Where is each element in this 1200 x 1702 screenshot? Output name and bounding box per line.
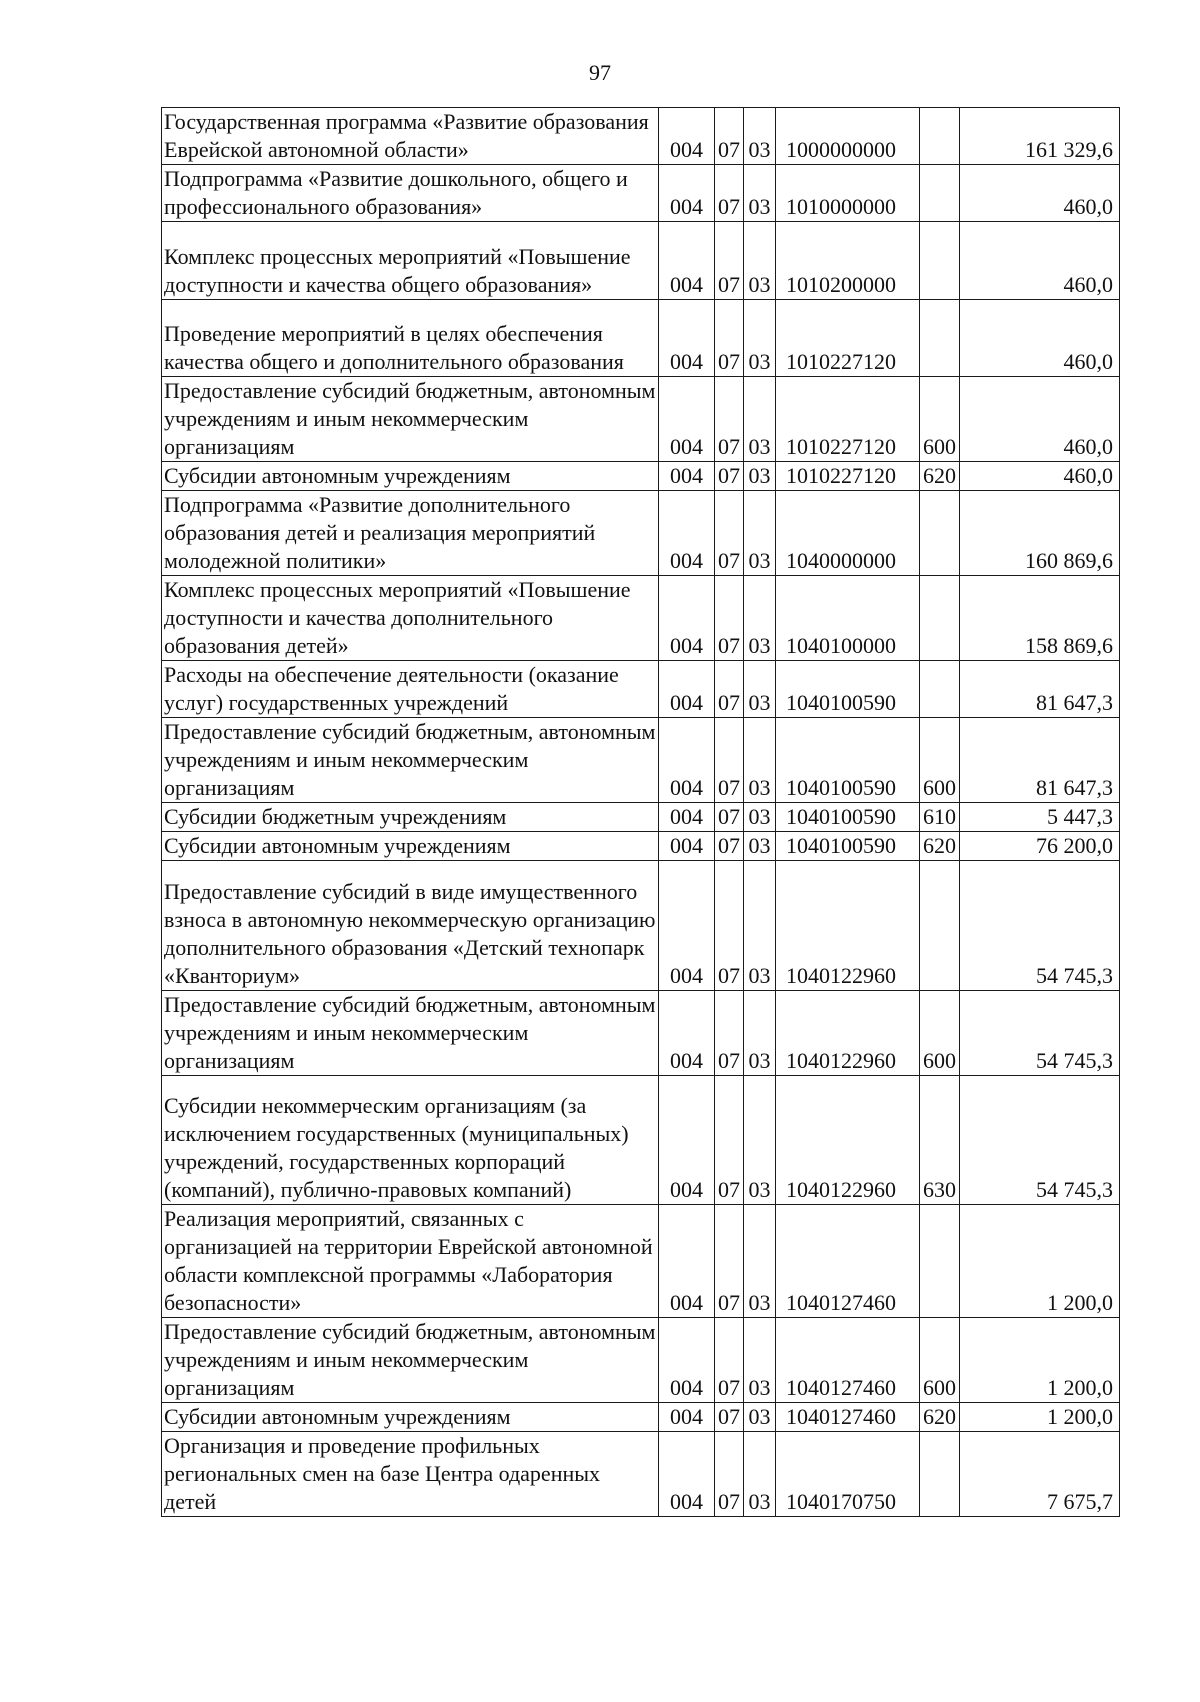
amount-cell: 7 675,7	[960, 1432, 1120, 1517]
ministry-code-cell: 004	[659, 661, 715, 718]
expense-type-cell	[920, 661, 960, 718]
ministry-code-cell: 004	[659, 718, 715, 803]
ministry-code-cell: 004	[659, 1432, 715, 1517]
amount-cell: 76 200,0	[960, 832, 1120, 861]
amount-cell: 81 647,3	[960, 661, 1120, 718]
target-article-cell: 1010227120	[776, 377, 920, 462]
ministry-code-cell: 004	[659, 861, 715, 991]
subsection-code-cell: 03	[744, 1205, 776, 1318]
ministry-code-cell: 004	[659, 1318, 715, 1403]
subsection-code-cell: 03	[744, 491, 776, 576]
ministry-code-cell: 004	[659, 299, 715, 377]
expense-type-cell: 630	[920, 1075, 960, 1205]
section-code-cell: 07	[715, 491, 744, 576]
table-row	[162, 661, 1120, 718]
target-article-cell: 1040100000	[776, 576, 920, 661]
subsection-code-cell: 03	[744, 861, 776, 991]
expense-type-cell: 620	[920, 832, 960, 861]
expense-name-cell: Предоставление субсидий бюджетным, автономным учреждениям и иным некоммерческим организациям	[162, 1318, 659, 1403]
section-code-cell: 07	[715, 861, 744, 991]
ministry-code-cell: 004	[659, 576, 715, 661]
subsection-code-cell: 03	[744, 576, 776, 661]
amount-cell: 81 647,3	[960, 718, 1120, 803]
subsection-code-cell: 03	[744, 462, 776, 491]
section-code-cell: 07	[715, 1075, 744, 1205]
section-code-cell: 07	[715, 803, 744, 832]
section-code-cell: 07	[715, 990, 744, 1075]
expense-type-cell	[920, 861, 960, 991]
target-article-cell: 1040170750	[776, 1432, 920, 1517]
section-code-cell: 07	[715, 1318, 744, 1403]
section-code-cell: 07	[715, 1403, 744, 1432]
subsection-code-cell: 03	[744, 990, 776, 1075]
expense-type-cell	[920, 491, 960, 576]
expense-name-cell: Субсидии некоммерческим организациям (за исключением государственных (муниципальных) учреждений, государственных корпораций (компаний), публично-правовых компаний)	[162, 1075, 659, 1205]
section-code-cell: 07	[715, 718, 744, 803]
budget-table	[161, 107, 1120, 1517]
expense-name-cell: Субсидии автономным учреждениям	[162, 1403, 659, 1432]
amount-cell: 460,0	[960, 462, 1120, 491]
table-row	[162, 1075, 1120, 1205]
expense-type-cell: 600	[920, 990, 960, 1075]
expense-name-cell: Подпрограмма «Развитие дошкольного, общего и профессионального образования»	[162, 165, 659, 222]
amount-cell: 160 869,6	[960, 491, 1120, 576]
page-number: 97	[589, 60, 611, 85]
ministry-code-cell: 004	[659, 377, 715, 462]
table-row	[162, 718, 1120, 803]
ministry-code-cell: 004	[659, 108, 715, 165]
expense-type-cell	[920, 165, 960, 222]
expense-name-cell: Предоставление субсидий бюджетным, автономным учреждениям и иным некоммерческим организациям	[162, 377, 659, 462]
subsection-code-cell: 03	[744, 803, 776, 832]
expense-name-cell: Расходы на обеспечение деятельности (оказание услуг) государственных учреждений	[162, 661, 659, 718]
table-row	[162, 491, 1120, 576]
expense-type-cell	[920, 108, 960, 165]
section-code-cell: 07	[715, 661, 744, 718]
expense-type-cell	[920, 299, 960, 377]
ministry-code-cell: 004	[659, 165, 715, 222]
subsection-code-cell: 03	[744, 1403, 776, 1432]
section-code-cell: 07	[715, 1205, 744, 1318]
ministry-code-cell: 004	[659, 990, 715, 1075]
target-article-cell: 1000000000	[776, 108, 920, 165]
section-code-cell: 07	[715, 462, 744, 491]
expense-type-cell	[920, 1205, 960, 1318]
target-article-cell: 1040122960	[776, 990, 920, 1075]
expense-name-cell: Проведение мероприятий в целях обеспечения качества общего и дополнительного образования	[162, 299, 659, 377]
amount-cell: 161 329,6	[960, 108, 1120, 165]
table-row	[162, 1403, 1120, 1432]
section-code-cell: 07	[715, 108, 744, 165]
table-row	[162, 990, 1120, 1075]
table-row	[162, 377, 1120, 462]
expense-type-cell	[920, 576, 960, 661]
amount-cell: 460,0	[960, 222, 1120, 300]
amount-cell: 54 745,3	[960, 990, 1120, 1075]
expense-name-cell: Подпрограмма «Развитие дополнительного образования детей и реализация мероприятий молодежной политики»	[162, 491, 659, 576]
expense-name-cell: Субсидии бюджетным учреждениям	[162, 803, 659, 832]
target-article-cell: 1040100590	[776, 832, 920, 861]
section-code-cell: 07	[715, 1432, 744, 1517]
section-code-cell: 07	[715, 165, 744, 222]
ministry-code-cell: 004	[659, 1075, 715, 1205]
subsection-code-cell: 03	[744, 661, 776, 718]
table-row	[162, 576, 1120, 661]
expense-name-cell: Реализация мероприятий, связанных с организацией на территории Еврейской автономной области комплексной программы «Лаборатория безопасности»	[162, 1205, 659, 1318]
amount-cell: 460,0	[960, 299, 1120, 377]
subsection-code-cell: 03	[744, 299, 776, 377]
table-row	[162, 1205, 1120, 1318]
table-row	[162, 861, 1120, 991]
subsection-code-cell: 03	[744, 377, 776, 462]
table-row	[162, 299, 1120, 377]
expense-name-cell: Предоставление субсидий бюджетным, автономным учреждениям и иным некоммерческим организациям	[162, 718, 659, 803]
ministry-code-cell: 004	[659, 491, 715, 576]
table-row	[162, 108, 1120, 165]
section-code-cell: 07	[715, 377, 744, 462]
expense-name-cell: Предоставление субсидий в виде имущественного взноса в автономную некоммерческую организацию дополнительного образования «Детский технопарк «Кванториум»	[162, 861, 659, 991]
target-article-cell: 1040127460	[776, 1205, 920, 1318]
table-row	[162, 1432, 1120, 1517]
subsection-code-cell: 03	[744, 1075, 776, 1205]
section-code-cell: 07	[715, 576, 744, 661]
expense-name-cell: Комплекс процессных мероприятий «Повышение доступности и качества дополнительного образования детей»	[162, 576, 659, 661]
amount-cell: 1 200,0	[960, 1403, 1120, 1432]
table-row	[162, 222, 1120, 300]
amount-cell: 54 745,3	[960, 1075, 1120, 1205]
ministry-code-cell: 004	[659, 1403, 715, 1432]
target-article-cell: 1010227120	[776, 462, 920, 491]
expense-type-cell: 620	[920, 1403, 960, 1432]
section-code-cell: 07	[715, 832, 744, 861]
expense-type-cell: 620	[920, 462, 960, 491]
expense-type-cell	[920, 1432, 960, 1517]
target-article-cell: 1010200000	[776, 222, 920, 300]
expense-name-cell: Субсидии автономным учреждениям	[162, 832, 659, 861]
subsection-code-cell: 03	[744, 165, 776, 222]
amount-cell: 460,0	[960, 165, 1120, 222]
target-article-cell: 1040127460	[776, 1318, 920, 1403]
target-article-cell: 1040127460	[776, 1403, 920, 1432]
table-row	[162, 832, 1120, 861]
target-article-cell: 1010000000	[776, 165, 920, 222]
expense-type-cell: 610	[920, 803, 960, 832]
ministry-code-cell: 004	[659, 832, 715, 861]
subsection-code-cell: 03	[744, 222, 776, 300]
subsection-code-cell: 03	[744, 108, 776, 165]
expense-type-cell: 600	[920, 377, 960, 462]
amount-cell: 1 200,0	[960, 1205, 1120, 1318]
expense-type-cell: 600	[920, 1318, 960, 1403]
expense-type-cell	[920, 222, 960, 300]
table-row	[162, 803, 1120, 832]
subsection-code-cell: 03	[744, 832, 776, 861]
expense-type-cell: 600	[920, 718, 960, 803]
amount-cell: 54 745,3	[960, 861, 1120, 991]
target-article-cell: 1010227120	[776, 299, 920, 377]
ministry-code-cell: 004	[659, 462, 715, 491]
section-code-cell: 07	[715, 299, 744, 377]
expense-name-cell: Организация и проведение профильных региональных смен на базе Центра одаренных детей	[162, 1432, 659, 1517]
table-row	[162, 165, 1120, 222]
target-article-cell: 1040000000	[776, 491, 920, 576]
expense-name-cell: Предоставление субсидий бюджетным, автономным учреждениям и иным некоммерческим организациям	[162, 990, 659, 1075]
target-article-cell: 1040100590	[776, 661, 920, 718]
expense-name-cell: Субсидии автономным учреждениям	[162, 462, 659, 491]
ministry-code-cell: 004	[659, 803, 715, 832]
expense-name-cell: Комплекс процессных мероприятий «Повышение доступности и качества общего образования»	[162, 222, 659, 300]
ministry-code-cell: 004	[659, 1205, 715, 1318]
subsection-code-cell: 03	[744, 1432, 776, 1517]
subsection-code-cell: 03	[744, 718, 776, 803]
table-row	[162, 462, 1120, 491]
target-article-cell: 1040122960	[776, 1075, 920, 1205]
subsection-code-cell: 03	[744, 1318, 776, 1403]
section-code-cell: 07	[715, 222, 744, 300]
target-article-cell: 1040100590	[776, 803, 920, 832]
ministry-code-cell: 004	[659, 222, 715, 300]
amount-cell: 5 447,3	[960, 803, 1120, 832]
amount-cell: 460,0	[960, 377, 1120, 462]
table-row	[162, 1318, 1120, 1403]
expense-name-cell: Государственная программа «Развитие образования Еврейской автономной области»	[162, 108, 659, 165]
target-article-cell: 1040122960	[776, 861, 920, 991]
target-article-cell: 1040100590	[776, 718, 920, 803]
amount-cell: 1 200,0	[960, 1318, 1120, 1403]
amount-cell: 158 869,6	[960, 576, 1120, 661]
